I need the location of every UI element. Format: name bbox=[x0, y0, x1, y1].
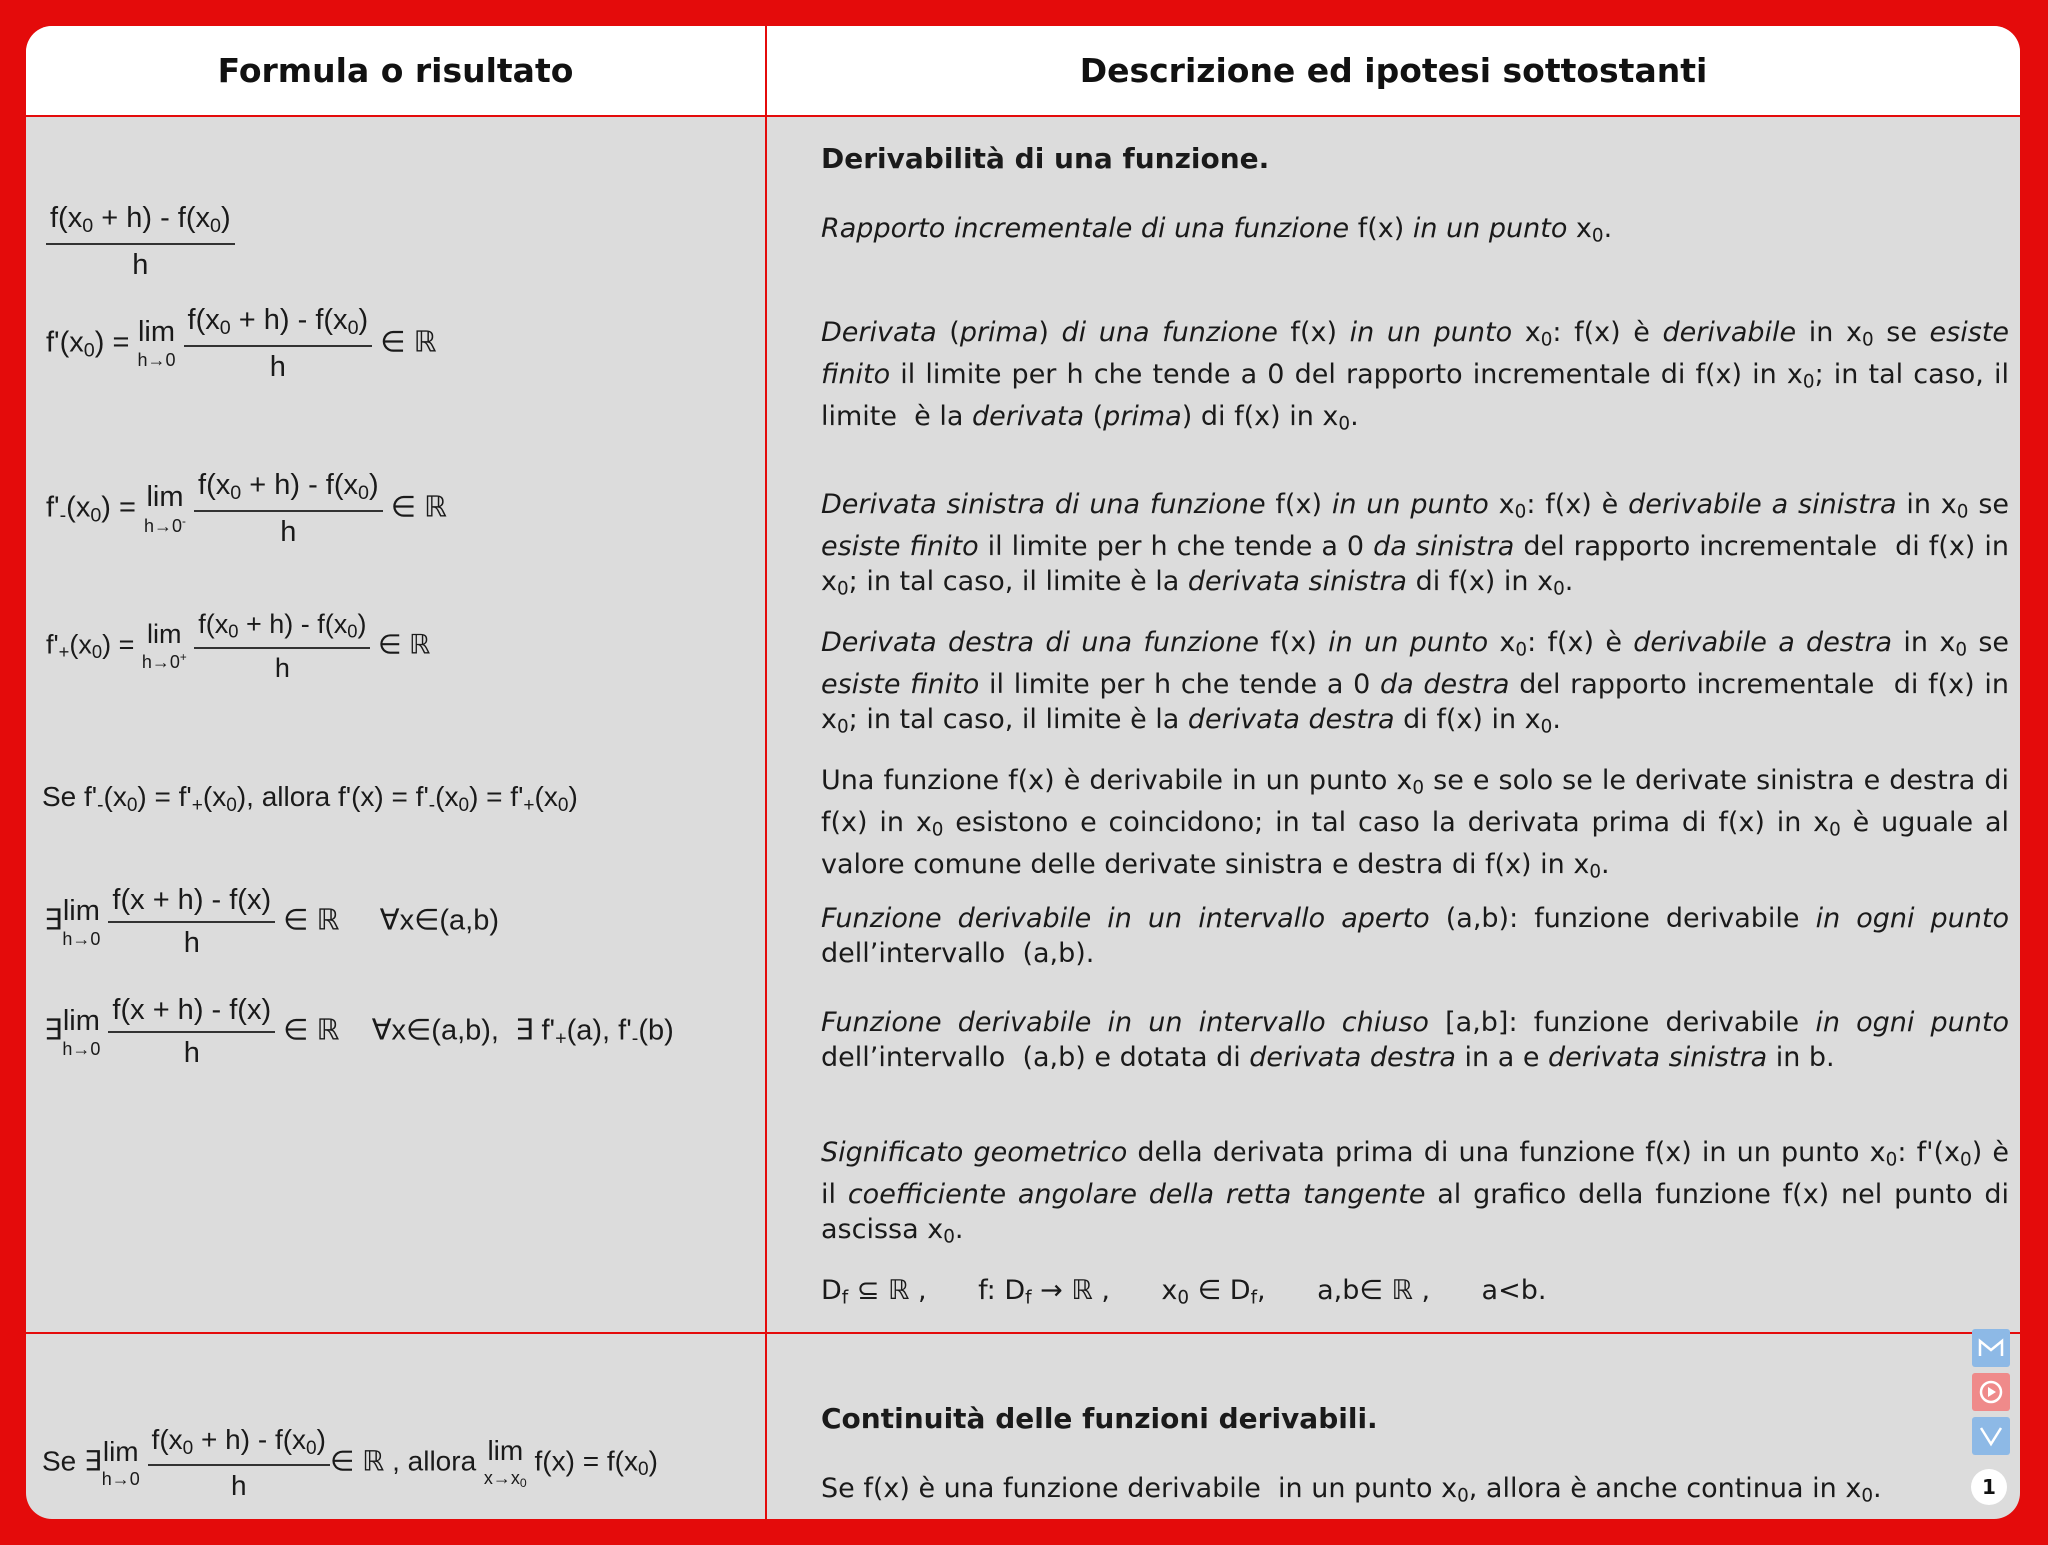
row-divider bbox=[26, 1332, 2020, 1334]
down-icon[interactable] bbox=[1972, 1417, 2010, 1455]
column-header-description: Descrizione ed ipotesi sottostanti bbox=[1079, 51, 1708, 90]
desc-hypotheses: $D_f$ ⊆ ℝ , f: $D_f$ → ℝ , $x_0$ ∈ $D_f$, a,b∈ ℝ , a<b. bbox=[821, 1275, 1547, 1309]
desc-incremental-ratio: Rapporto incrementale di una funzione f(x) in un punto $x_0$. bbox=[821, 213, 1613, 247]
desc-continuity: Se f(x) è una funzione derivabile in un punto $x_0$, allora è anche continua in $x_0$. bbox=[821, 1473, 1882, 1507]
column-header-formula: Formula o risultato bbox=[217, 51, 574, 90]
formula-right-derivative: $f'_+(x_0) = \lim$ h→0+ $\frac{f(x_0 + h) - f(x_0)}{h}$ ∈ ℝ bbox=[46, 609, 431, 683]
play-icon[interactable] bbox=[1972, 1373, 2010, 1411]
formula-closed-interval: ∃lim h→0 $\frac{f(x + h) - f(x)}{h}$ ∈ ℝ ∀x∈(a,b), ∃ $f'_+(a)$, $f'_-(b)$ bbox=[44, 994, 674, 1069]
formula-derivative: $f'(x_0) = \lim$ h→0 $\frac{f(x_0 + h) - f(x_0)}{h}$ ∈ ℝ bbox=[46, 304, 437, 383]
envelope-icon[interactable] bbox=[1972, 1329, 2010, 1367]
slide-sheet bbox=[26, 26, 2020, 1519]
formula-left-right-equal: Se $f'_-(x_0) = f'_+(x_0)$, allora $f'(x) = f'_-(x_0) = f'_+(x_0)$ bbox=[42, 781, 578, 816]
formula-left-derivative: $f'_-(x_0) = \lim$ h→0- $\frac{f(x_0 + h) - f(x_0)}{h}$ ∈ ℝ bbox=[46, 469, 448, 548]
formula-incremental-ratio: $\frac{f(x_0 + h) - f(x_0)}{h}$ bbox=[46, 204, 235, 280]
table-header bbox=[26, 26, 2020, 117]
section-title-continuity: Continuità delle funzioni derivabili. bbox=[821, 1402, 1378, 1435]
desc-derivative: Derivata (prima) di una funzione f(x) in un punto $x_0$: f(x) è derivabile in $x_0$ se esiste finito il limite per h che tende a 0 del rapporto incrementale di f(x) in $x_0$; in tal caso, il limite è la derivata (prima) di f(x) in $x_0$. bbox=[821, 317, 2009, 435]
page-number: 1 bbox=[1971, 1469, 2007, 1505]
desc-open-interval: Funzione derivabile in un intervallo aperto (a,b): funzione derivabile in ogni punto dell’intervallo (a,b). bbox=[821, 903, 2009, 969]
desc-left-right-equal: Una funzione f(x) è derivabile in un punto $x_0$ se e solo se le derivate sinistra e destra di f(x) in $x_0$ esistono e coincidono; in tal caso la derivata prima di f(x) in $x_0$ è uguale al valore comune delle derivate sinistra e destra di f(x) in $x_0$. bbox=[821, 765, 2009, 883]
formula-continuity: Se ∃lim h→0 $\frac{f(x_0 + h) - f(x_0)}{h}$ ∈ ℝ , allora lim $x\to x_0$ $f(x) = f(x_0)$ bbox=[42, 1424, 658, 1501]
column-divider bbox=[765, 26, 767, 1519]
formula-open-interval: ∃lim h→0 $\frac{f(x + h) - f(x)}{h}$ ∈ ℝ ∀x∈(a,b) bbox=[44, 884, 499, 959]
desc-left-derivative: Derivata sinistra di una funzione f(x) in un punto $x_0$: f(x) è derivabile a sinistra in $x_0$ se esiste finito il limite per h che tende a 0 da sinistra del rapporto incrementale di f(x) in $x_0$; in tal caso, il limite è la derivata sinistra di f(x) in $x_0$. bbox=[821, 489, 2009, 600]
section-title-derivability: Derivabilità di una funzione. bbox=[821, 142, 1270, 175]
desc-right-derivative: Derivata destra di una funzione f(x) in un punto $x_0$: f(x) è derivabile a destra in $x_0$ se esiste finito il limite per h che tende a 0 da destra del rapporto incrementale di f(x) in $x_0$; in tal caso, il limite è la derivata destra di f(x) in $x_0$. bbox=[821, 627, 2010, 738]
desc-geometric-meaning: Significato geometrico della derivata prima di una funzione f(x) in un punto $x_0$: $f'(x_0)$ è il coefficiente angolare della retta tangente al grafico della funzione f(x) nel punto di ascissa $x_0$. bbox=[821, 1137, 2009, 1248]
desc-closed-interval: Funzione derivabile in un intervallo chiuso [a,b]: funzione derivabile in ogni punto dell’intervallo (a,b) e dotata di derivata destra in a e derivata sinistra in b. bbox=[821, 1007, 2009, 1073]
